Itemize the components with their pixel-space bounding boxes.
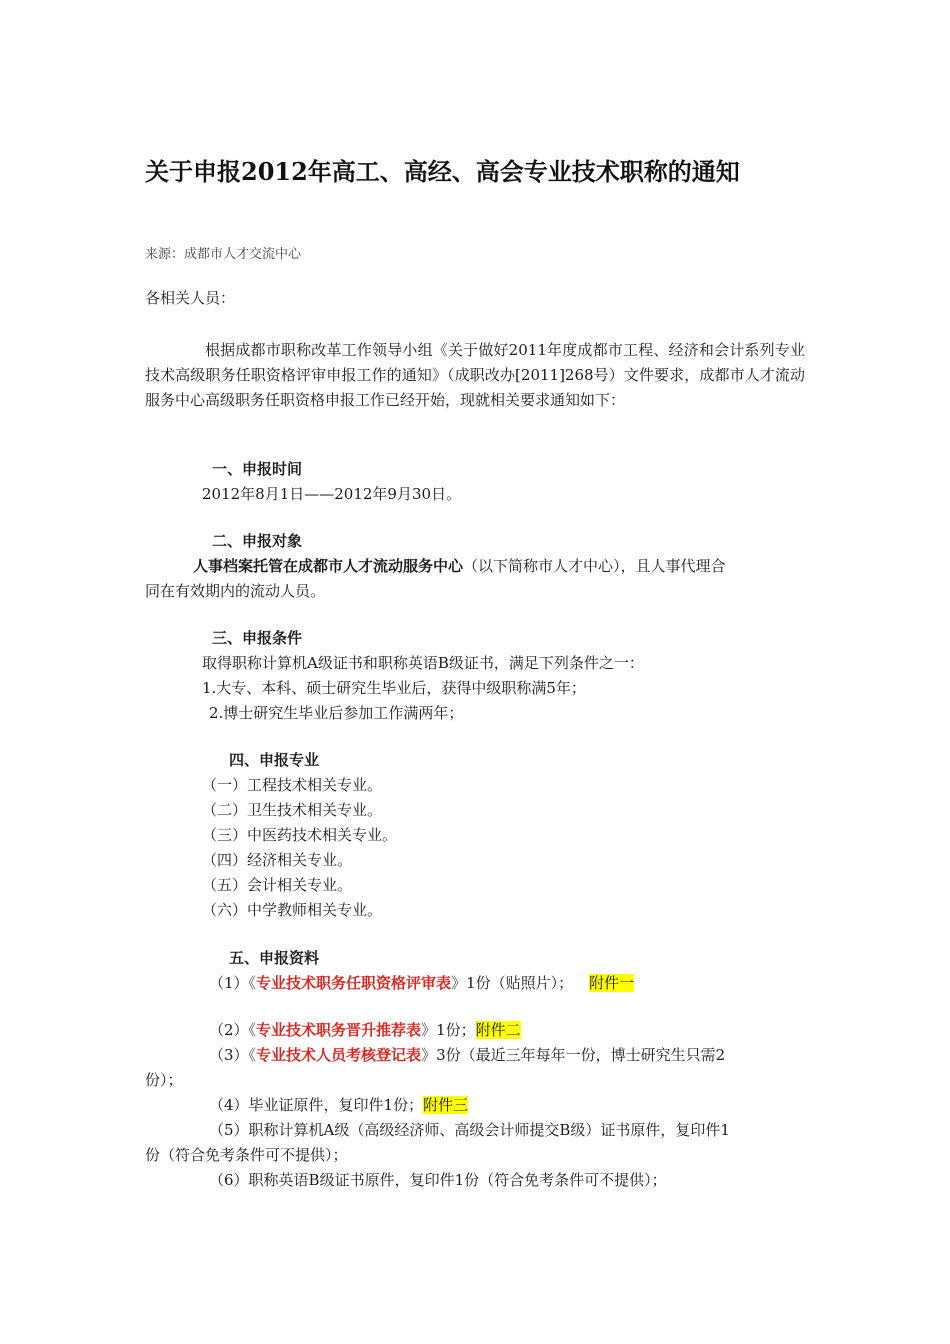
material-item-5-cont: 份（符合免考条件可不提供）； (145, 1146, 348, 1164)
page-title: 关于申报2012年高工、高经、高会专业技术职称的通知 (145, 157, 740, 186)
section-heading-conditions: 三、申报条件 (212, 629, 303, 647)
target-bold-text: 人事档案托管在成都市人才流动服务中心 (193, 557, 464, 575)
material-item-3 (209, 1043, 725, 1067)
major-item: （一）工程技术相关专业。 (202, 776, 383, 794)
form-link-assessment[interactable]: 专业技术人员考核登记表 (256, 1046, 422, 1064)
attachment-1-link[interactable]: 附件一 (589, 974, 635, 992)
material-item-5: （5）职称计算机A级（高级经济师、高级会计师提交B级）证书原件，复印件1 (209, 1121, 730, 1139)
condition-line: 取得职称计算机A级证书和职称英语B级证书，满足下列条件之一： (202, 654, 644, 672)
section-heading-time: 一、申报时间 (212, 460, 303, 478)
attachment-3-link[interactable]: 附件三 (423, 1096, 469, 1114)
condition-line: 1.大专、本科、硕士研究生毕业后，获得中级职称满5年； (202, 679, 586, 697)
material-item-3-cont: 份）； (145, 1071, 183, 1089)
section-time-text: 2012年8月1日——2012年9月30日。 (202, 485, 462, 503)
material-suffix: 》3份（最近三年每年一份，博士研究生只需2 (421, 1046, 726, 1064)
material-item-1 (209, 971, 634, 995)
target-rest-text: （以下简称市人才中心），且人事代理合 (463, 557, 726, 575)
material-suffix: 》1份； (421, 1021, 476, 1039)
section-target-line2: 同在有效期内的流动人员。 (145, 582, 326, 600)
major-item: （五）会计相关专业。 (202, 876, 353, 894)
salutation: 各相关人员： (145, 289, 236, 307)
major-item: （六）中学教师相关专业。 (202, 901, 383, 919)
material-prefix: （3）《 (209, 1046, 257, 1064)
material-item-2 (209, 1018, 521, 1042)
source-line: 来源：成都市人才交流中心 (145, 247, 302, 262)
form-link-recommendation[interactable]: 专业技术职务晋升推荐表 (256, 1021, 422, 1039)
material-suffix: 》1份（贴照片）； (451, 974, 574, 992)
major-item: （四）经济相关专业。 (202, 851, 353, 869)
section-heading-majors: 四、申报专业 (229, 751, 320, 769)
major-item: （二）卫生技术相关专业。 (202, 801, 383, 819)
attachment-2-link[interactable]: 附件二 (475, 1021, 521, 1039)
section-heading-materials: 五、申报资料 (229, 949, 320, 967)
form-link-evaluation[interactable]: 专业技术职务任职资格评审表 (256, 974, 452, 992)
material-item-4 (209, 1093, 468, 1117)
material-prefix: （2）《 (209, 1021, 257, 1039)
material-prefix: （1）《 (209, 974, 257, 992)
major-item: （三）中医药技术相关专业。 (202, 826, 398, 844)
section-target-line1 (193, 554, 726, 578)
condition-line: 2.博士研究生毕业后参加工作满两年； (209, 704, 464, 722)
section-heading-target: 二、申报对象 (212, 532, 303, 550)
material-prefix: （4）毕业证原件，复印件1份； (209, 1096, 424, 1114)
intro-paragraph: 根据成都市职称改革工作领导小组《关于做好2011年度成都市工程、经济和会计系列专业技术高级职务任职资格评审申报工作的通知》（成职改办[2011]268号）文件要求，成都市人才流动服务中心高级职务任职资格申报工作已经开始，现就相关要求通知如下： (145, 341, 805, 409)
material-item-6: （6）职称英语B级证书原件，复印件1份（符合免考条件可不提供）； (209, 1171, 667, 1189)
